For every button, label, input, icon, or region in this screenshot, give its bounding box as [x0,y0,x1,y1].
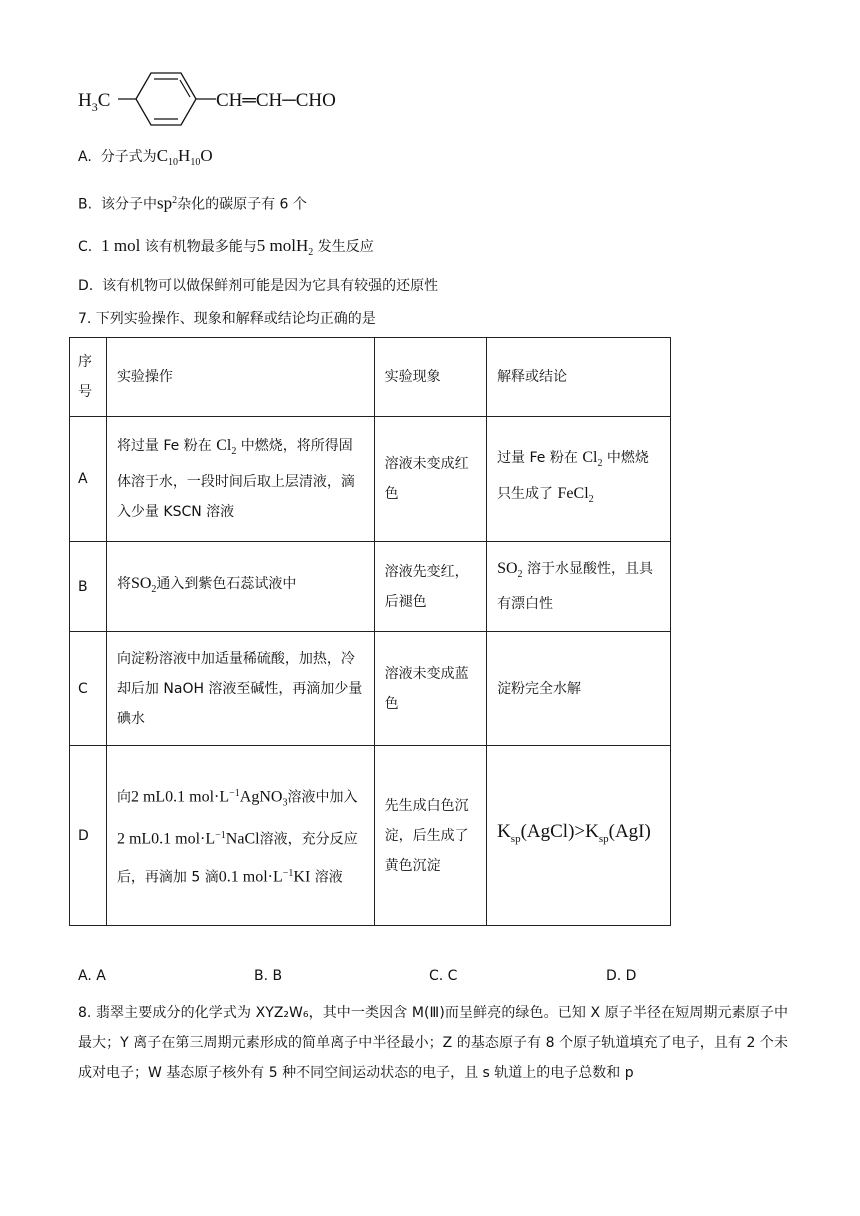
answer-b: B. B [254,968,283,984]
answer-a: A. A [78,968,106,984]
table-header-row [70,338,671,417]
header-conclusion: 解释或结论 [487,338,671,417]
row-conclusion: 淀粉完全水解 [487,632,671,746]
side-chain-label: CH═CH─CHO [216,90,336,111]
methyl-label: $H_3C$ [78,90,111,114]
row-id: A [70,417,107,542]
row-id: C [70,632,107,746]
question-7-stem: 7. 下列实验操作、现象和解释或结论均正确的是 [78,311,376,327]
row-conclusion: 过量 Fe 粉在 $Cl_2$ 中燃烧只生成了 FeCl$_2$ [487,417,671,542]
row-operation: 将$SO_2$通入到紫色石蕊试液中 [106,542,374,632]
chemical-structure [78,66,378,132]
header-id-bottom: 号 [78,384,92,400]
option-a: A. 分子式为$C_{10}H_{10}O$ [78,146,213,168]
answer-d: D. D [606,968,637,984]
ksp-expression: $K_{sp}(AgCl)>K_{sp}(AgI)$ [497,821,651,845]
row-operation: 向淀粉溶液中加适量稀硫酸，加热，冷却后加 NaOH 溶液至碱性，再滴加少量碘水 [106,632,374,746]
experiment-table [69,337,671,926]
row-id: D [70,746,107,926]
header-id-top: 序 [78,354,92,370]
row-conclusion: $SO_2$ 溶于水显酸性，且具有漂白性 [487,542,671,632]
header-id [70,338,107,417]
table-row [70,632,671,746]
row-conclusion [487,746,671,926]
ring-inner [144,82,154,99]
row-phenomenon: 溶液未变成红色 [374,417,486,542]
row-phenomenon: 先生成白色沉淀，后生成了黄色沉淀 [374,746,486,926]
structure-drawing [78,66,378,132]
table-row [70,417,671,542]
answer-c: C. C [429,968,458,984]
ring-double-bond-3 [180,80,190,97]
row-phenomenon: 溶液先变红，后褪色 [374,542,486,632]
option-b: B. 该分子中$sp^2$杂化的碳原子有 6 个 [78,193,307,213]
option-c: C. 1 mol 该有机物最多能与5 molH$_2$ 发生反应 [78,236,374,258]
row-phenomenon: 溶液未变成蓝色 [374,632,486,746]
header-operation: 实验操作 [106,338,374,417]
benzene-ring [136,73,196,125]
header-phenomenon: 实验现象 [374,338,486,417]
option-d: D. 该有机物可以做保鲜剂可能是因为它具有较强的还原性 [78,278,439,294]
question-8-text: 8. 翡翠主要成分的化学式为 XYZ₂W₆，其中一类因含 M(Ⅲ)而呈鲜亮的绿色。已知 X 原子半径在短周期元素原子中最大；Y 离子在第三周期元素形成的简单离子中半径最小；Z 的基态原子有 8 个原子轨道填充了电子，且有 2 个未成对电子；W 基态原子核外有 5 种不同空间运动状态的电子，且 s 轨道上的电子总数和 p [78,1005,788,1081]
row-operation: 将过量 Fe 粉在 $Cl_2$ 中燃烧，将所得固体溶于水，一段时间后取上层清液，滴入少量 KSCN 溶液 [106,417,374,542]
table-row [70,542,671,632]
table-row [70,746,671,926]
row-operation: 向2 mL0.1 $mol\cdot L^{-1}AgNO_3$溶液中加入2 mL0.1 $mol\cdot L^{-1}NaCl$溶液，充分反应后，再滴加 5 滴0.1 $mol\cdot L^{-1}KI$ 溶液 [106,746,374,926]
row-id: B [70,542,107,632]
